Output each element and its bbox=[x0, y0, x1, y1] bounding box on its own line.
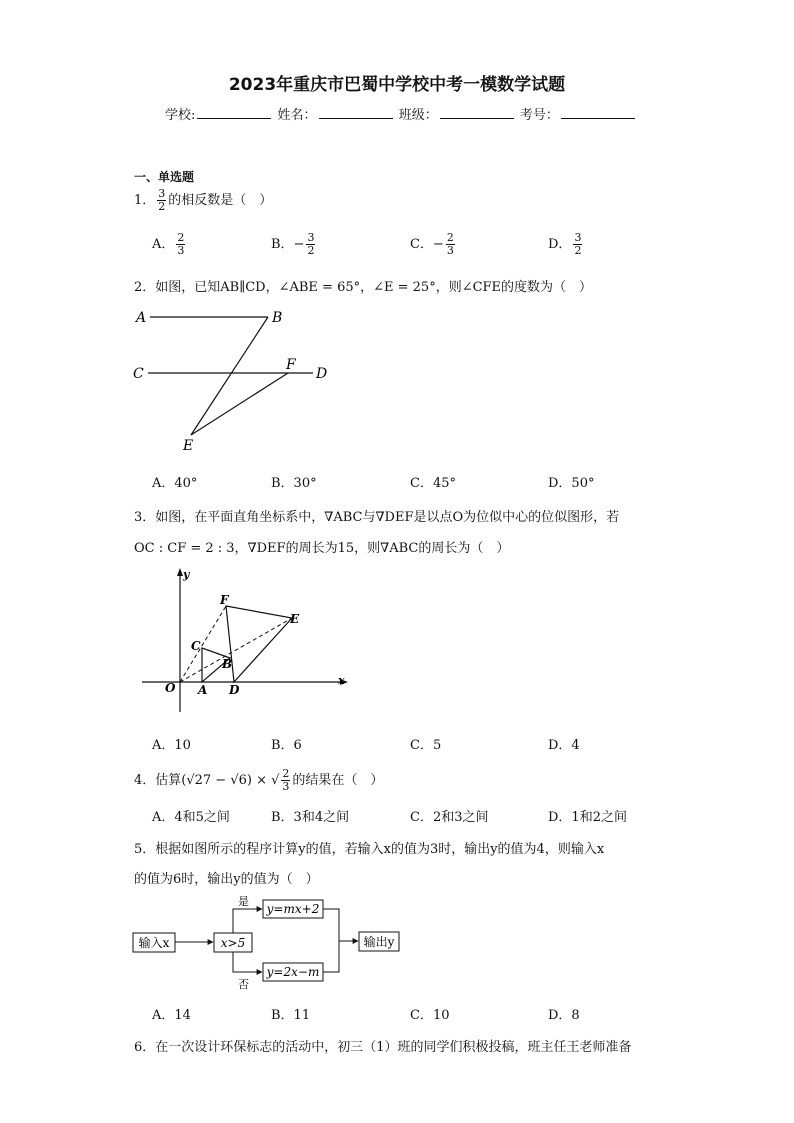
input-label: 输入x bbox=[138, 936, 170, 950]
yes-formula: y=mx+2 bbox=[266, 902, 320, 916]
label-y: y bbox=[183, 568, 190, 581]
label-e: E bbox=[183, 438, 194, 454]
label-o: O bbox=[165, 681, 176, 695]
line-be bbox=[191, 317, 268, 435]
no-formula: y=2x−m bbox=[266, 965, 320, 979]
question-6: 6．在一次设计环保标志的活动中，初三（1）班的同学们积极投稿，班主任王老师准备 bbox=[134, 1040, 632, 1055]
triangle-def bbox=[226, 606, 292, 682]
label-f: F bbox=[220, 593, 229, 607]
label-b: B bbox=[272, 310, 283, 326]
label-b: B bbox=[222, 657, 233, 671]
name-blank bbox=[319, 106, 393, 119]
q2-option-b[interactable]: B．30° bbox=[271, 476, 317, 491]
q4-expression: (√27 − √6) × √ bbox=[181, 773, 280, 788]
yes-label: 是 bbox=[238, 895, 249, 908]
exam-no-label: 考号： bbox=[519, 108, 559, 123]
q1-text: 的相反数是（ ） bbox=[168, 193, 273, 208]
label-a: A bbox=[136, 310, 147, 326]
q4-option-b[interactable]: B．3和4之间 bbox=[271, 810, 350, 825]
q1-option-d[interactable]: D． $\frac{3}{2}$ bbox=[548, 231, 582, 257]
q5-flowchart bbox=[128, 890, 418, 990]
question-3-line1: 3．如图，在平面直角坐标系中，∇ABC与∇DEF是以点O为位似中心的位似图形，若 bbox=[134, 510, 620, 525]
q3-option-d[interactable]: D．4 bbox=[548, 738, 580, 753]
q4-option-c[interactable]: C．2和3之间 bbox=[410, 810, 489, 825]
q4-fraction: $\frac{2}{3}$ bbox=[282, 767, 290, 793]
q5-option-b[interactable]: B．11 bbox=[271, 1008, 311, 1023]
class-blank bbox=[440, 106, 514, 119]
line-ef bbox=[191, 373, 288, 435]
label-e: E bbox=[290, 612, 300, 626]
q1-option-b[interactable]: B．− $\frac{3}{2}$ bbox=[271, 231, 315, 257]
question-1 bbox=[134, 188, 272, 213]
label-c: C bbox=[191, 639, 201, 653]
q5-option-a[interactable]: A．14 bbox=[152, 1008, 191, 1023]
q5-option-c[interactable]: C．10 bbox=[410, 1008, 450, 1023]
name-label: 姓名： bbox=[277, 108, 317, 123]
output-label: 输出y bbox=[363, 935, 395, 949]
question-2: 2．如图，已知AB∥CD，∠ABE = 65°，∠E = 25°，则∠CFE的度数为（ ） bbox=[134, 280, 593, 295]
dash-of bbox=[180, 606, 226, 682]
question-3-line2: OC : CF = 2 : 3，∇DEF的周长为15，则∇ABC的周长为（ ） bbox=[134, 541, 510, 556]
school-blank bbox=[197, 106, 271, 119]
q2-figure bbox=[128, 300, 348, 460]
q1-number: 1． bbox=[134, 193, 156, 208]
class-label: 班级： bbox=[398, 108, 438, 123]
question-4 bbox=[134, 768, 383, 793]
q1-fraction: $\frac{3}{2}$ bbox=[158, 187, 166, 213]
label-d: D bbox=[229, 683, 240, 697]
label-x: x bbox=[338, 674, 345, 687]
school-label: 学校: bbox=[165, 108, 196, 123]
q2-option-c[interactable]: C．45° bbox=[410, 476, 456, 491]
q1-option-c[interactable]: C．− $\frac{2}{3}$ bbox=[410, 231, 454, 257]
q3-option-a[interactable]: A．10 bbox=[152, 738, 191, 753]
label-d: D bbox=[316, 366, 328, 382]
label-c: C bbox=[133, 366, 144, 382]
student-info-row bbox=[165, 104, 637, 123]
question-5-line1: 5．根据如图所示的程序计算y的值，若输入x的值为3时，输出y的值为4，则输入x bbox=[134, 842, 605, 857]
q5-option-d[interactable]: D．8 bbox=[548, 1008, 580, 1023]
q1-option-a[interactable]: A． $\frac{2}{3}$ bbox=[152, 231, 185, 257]
page-title: 2023年重庆市巴蜀中学校中考一模数学试题 bbox=[228, 75, 566, 95]
q3-figure bbox=[138, 566, 353, 716]
condition-label: x>5 bbox=[220, 936, 246, 950]
q4-suffix: 的结果在（ ） bbox=[292, 773, 384, 788]
q4-option-d[interactable]: D．1和2之间 bbox=[548, 810, 627, 825]
label-f: F bbox=[286, 357, 296, 373]
q4-option-a[interactable]: A．4和5之间 bbox=[152, 810, 230, 825]
q2-option-d[interactable]: D．50° bbox=[548, 476, 595, 491]
no-label: 否 bbox=[238, 978, 249, 990]
label-a: A bbox=[198, 683, 208, 697]
q4-prefix: 4．估算 bbox=[134, 773, 182, 788]
q2-option-a[interactable]: A．40° bbox=[152, 476, 198, 491]
q3-option-b[interactable]: B．6 bbox=[271, 738, 302, 753]
section-heading: 一、单选题 bbox=[134, 170, 195, 184]
exam-no-blank bbox=[561, 106, 635, 119]
question-5-line2: 的值为6时，输出y的值为（ ） bbox=[134, 872, 319, 887]
q3-option-c[interactable]: C．5 bbox=[410, 738, 442, 753]
